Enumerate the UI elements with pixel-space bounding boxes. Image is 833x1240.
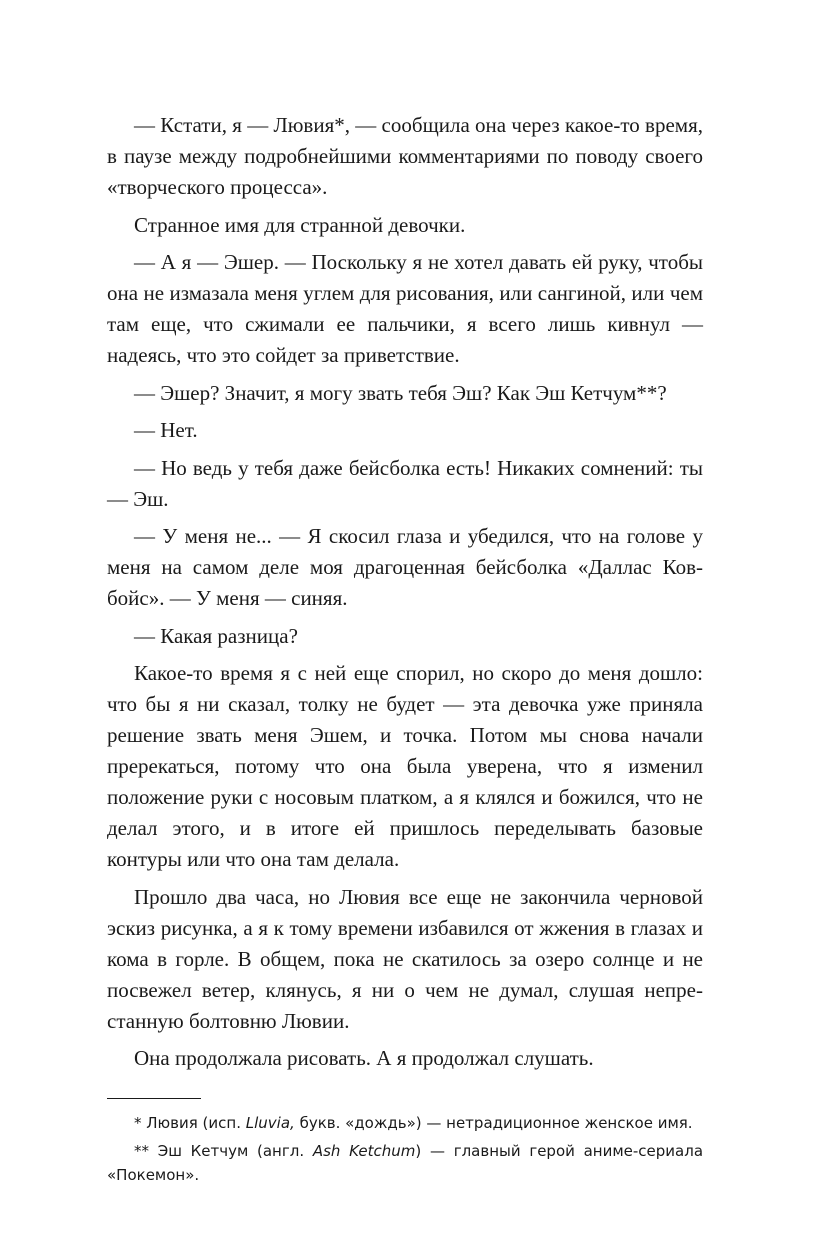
paragraph: — А я — Эшер. — Поскольку я не хотел давать ей руку, чтобы она не измазала меня углем для рисования, или сангиной, или чем там еще, что сжимали ее пальчики, я всего лишь кивнул — надеясь, что это сойдет за приветствие. [107,250,703,367]
paragraph: — Эшер? Значит, я могу звать тебя Эш? Как Эш Кетчум**? [134,380,667,405]
paragraph: Какое-то время я с ней еще спорил, но скоро до меня дошло: что бы я ни сказал, толку не будет — эта девочка уже приняла решение звать меня Эшем, и точка. Потом мы снова начали пререкаться, потому что она была уверена, что я изменил положение руки с носовым платком, а я клялся и божился, что не делал этого, и в итоге ей пришлось переделывать базовые контуры или что она там делала. [107,661,703,871]
footnote-text: * Лювия (исп. [134,1114,246,1132]
footnote-text: букв. «дождь») — нетрадиционное женское имя. [294,1114,693,1132]
paragraph: — У меня не... — Я скосил глаза и убедился, что на голове у меня на самом деле моя драгоценная бейсболка «Даллас Ковбойс». — У меня — синяя. [107,524,703,610]
paragraph: — Нет. [134,418,198,442]
book-page [107,110,703,1191]
footnote-divider [107,1098,201,1099]
paragraph: — Какая разница? [134,623,298,648]
footnote-term: Lluvia, [245,1114,295,1132]
paragraph: Странное имя для странной девочки. [134,212,466,237]
footnote-term: Ash Ketchum [312,1142,416,1160]
paragraph: — Кстати, я — Лювия*, — сообщила она через какое-то время, в паузе между подробнейшими комментариями по поводу своего «творческого процесса». [107,113,703,199]
footnote-text: ** Эш Кетчум (англ. [134,1142,313,1160]
footnote-ash-ketchum [107,1139,703,1187]
footnote-lluvia [107,1111,703,1135]
paragraph: — Но ведь у тебя даже бейсболка есть! Никаких сомнений: ты — Эш. [107,455,703,511]
footnote-text: ) — главный герой аниме-сериала «Покемон». [107,1142,704,1184]
paragraph: Она продолжала рисовать. А я продолжал слушать. [134,1046,594,1070]
paragraph: Прошло два часа, но Лювия все еще не закончила черновой эскиз рисунка, а я к тому времени избавился от жжения в глазах и кома в горле. В общем, пока не скатилось за озеро солнце и не посвежел ветер, клянусь, я ни о чем не думал, слушая непрестанную болтовню Лювии. [107,884,703,1033]
